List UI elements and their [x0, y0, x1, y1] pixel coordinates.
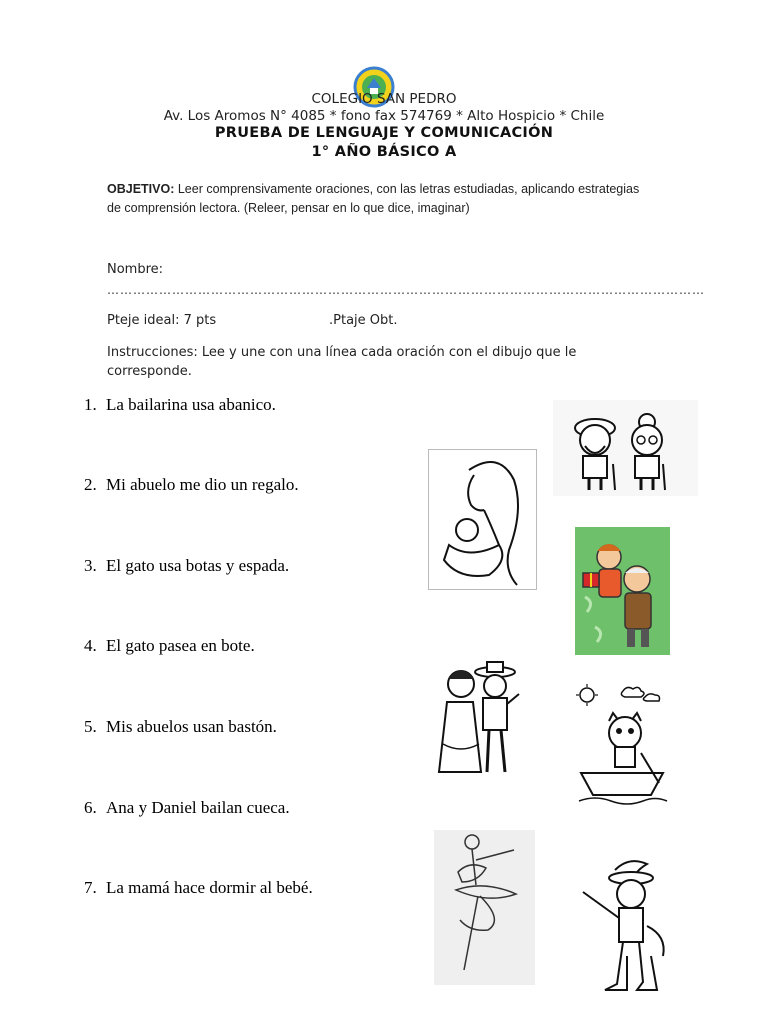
sentence-text: Mis abuelos usan bastón.	[106, 717, 277, 736]
sentence-item	[84, 717, 414, 737]
sentence-number: 4.	[84, 636, 97, 655]
objective-text: Leer comprensivamente oraciones, con las letras estudiadas, aplicando estrategias de comprensión lectora. (Releer, pensar en lo que dice, imaginar)	[107, 182, 640, 215]
sentence-number: 3.	[84, 556, 97, 575]
sentence-number: 2.	[84, 475, 97, 494]
sentence-item	[84, 556, 414, 576]
grandpa-gift-illustration	[575, 527, 670, 655]
sentence-text: La bailarina usa abanico.	[106, 395, 276, 414]
sentence-item	[84, 798, 414, 818]
test-title: PRUEBA DE LENGUAJE Y COMUNICACIÓN	[214, 125, 554, 141]
sentence-text: El gato usa botas y espada.	[106, 556, 290, 575]
sentence-text: La mamá hace dormir al bebé.	[106, 878, 313, 897]
cueca-dancers-illustration	[433, 654, 523, 778]
puss-in-boots-illustration	[577, 856, 675, 1002]
sentence-item	[84, 395, 414, 415]
sentence-item	[84, 475, 414, 495]
mother-baby-illustration	[428, 449, 537, 590]
instructions: Instrucciones: Lee y une con una línea cada oración con el dibujo que le corresponde.	[107, 345, 577, 379]
sentence-text: Ana y Daniel bailan cueca.	[106, 798, 290, 817]
sentence-text: El gato pasea en bote.	[106, 636, 255, 655]
sentence-item	[84, 636, 414, 656]
objective-label: OBJETIVO:	[107, 182, 175, 196]
name-line: …………………………………………………………………………………………………………………………	[107, 283, 705, 297]
obtained-score: .Ptaje Obt.	[329, 313, 398, 328]
ballerina-illustration	[434, 830, 535, 985]
sentence-text: Mi abuelo me dio un regalo.	[106, 475, 299, 494]
sentence-number: 6.	[84, 798, 97, 817]
sentence-item	[84, 878, 414, 898]
grade-title: 1° AÑO BÁSICO A	[311, 144, 457, 160]
sentence-number: 1.	[84, 395, 97, 414]
grandparents-illustration	[553, 400, 698, 496]
school-address: Av. Los Aromos N° 4085 * fono fax 574769 * Alto Hospicio * Chile	[163, 108, 605, 124]
cat-boat-illustration	[575, 683, 670, 807]
sentence-number: 7.	[84, 878, 97, 897]
ideal-score: Pteje ideal: 7 pts	[107, 313, 217, 328]
school-name: COLEGIO SAN PEDRO	[311, 91, 457, 107]
sentence-number: 5.	[84, 717, 97, 736]
objective	[107, 180, 647, 218]
name-label: Nombre:	[107, 262, 164, 277]
